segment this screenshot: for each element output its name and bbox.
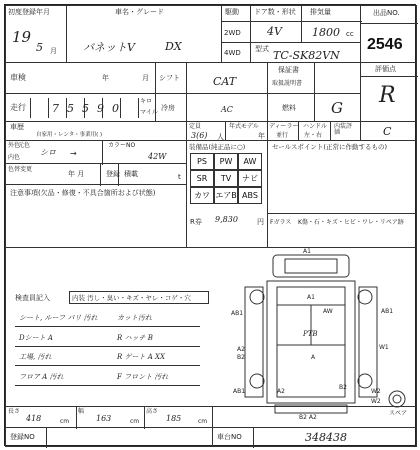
ac-value-cell <box>186 93 268 122</box>
mark-ab1-rear-left: AB1 <box>233 388 246 395</box>
exhibit-cell <box>360 5 417 63</box>
damage-legend: K傷・石・キズ・ヒビ・ワレ・リペア跡 <box>298 219 404 226</box>
mark-ab1-right: AB1 <box>381 308 394 315</box>
interior-value-cell <box>360 121 417 141</box>
mileage-label: 走行 <box>10 103 26 112</box>
model-year-label: 年式モデル <box>229 123 259 130</box>
mark-ab1-left: AB1 <box>231 310 244 317</box>
first-reg-cell <box>5 5 67 63</box>
warranty-label: 保証書 <box>278 66 299 74</box>
dimensions-cell <box>5 406 213 428</box>
mileage-cell <box>5 93 156 122</box>
drive-label: 駆動 <box>225 8 239 16</box>
type-value: TC-SK82VN <box>273 49 340 62</box>
loading-label-2: 積載 <box>124 170 138 178</box>
model-grade-label: 車名・グレード <box>115 8 164 16</box>
month-unit: 月 <box>50 47 57 55</box>
mark-a-roof: A <box>311 354 316 361</box>
height-value: 185 <box>166 414 182 423</box>
mark-a2-left: A2 <box>237 346 245 353</box>
shift-value-cell <box>186 62 268 94</box>
chassis-cell <box>212 427 417 447</box>
inspector-note-4-right: F フロント 汚れ <box>117 373 169 381</box>
shaken-month-unit: 月 <box>142 74 149 82</box>
dimensions-blank <box>212 406 417 428</box>
mileage-value: 75590 <box>52 102 127 115</box>
exhibit-number: 2546 <box>367 36 403 53</box>
door-cell <box>250 5 302 43</box>
chassis-label: 車台NO <box>217 433 242 441</box>
handle-sub: 左・右 <box>304 132 323 139</box>
capacity-unit: 人 <box>217 133 224 141</box>
type-cell <box>250 42 361 63</box>
equip-abs: ABS <box>238 187 262 204</box>
inspector-note-3-left: 工場, 汚れ <box>19 353 52 361</box>
interior-label-cell <box>330 121 361 141</box>
mark-a1-hood: A1 <box>307 294 315 301</box>
inspector-note-2-left: Dシート A <box>19 334 53 342</box>
shift-value: CAT <box>213 75 237 88</box>
recycle-value: 9,830 <box>215 215 238 224</box>
equip-leather: カワ <box>190 187 214 204</box>
inspector-note-1-left: シート, ルーフ パリ 汚れ <box>19 314 98 322</box>
mark-b2-left: B2 <box>237 354 245 361</box>
inspector-categories-box <box>69 291 209 304</box>
exhibit-label: 出品NO. <box>373 9 400 17</box>
rating-label: 評価点 <box>375 65 396 73</box>
grade: DX <box>165 40 182 53</box>
capacity-label: 定員 <box>189 123 202 130</box>
shaken-year-unit: 年 <box>102 74 109 82</box>
shift-label-cell <box>155 62 187 94</box>
mark-w2-right: W2 <box>371 388 381 395</box>
equip-aw: AW <box>238 153 262 170</box>
type-label: 型式 <box>255 45 269 53</box>
rating-value: R <box>379 83 396 108</box>
chassis-value: 348438 <box>305 431 347 444</box>
loading-label: 登録 <box>106 170 120 178</box>
inspector-categories: 内装 汚し・臭い・キズ・ヤレ・コゲ・穴 <box>72 294 191 302</box>
rating-cell <box>360 62 417 122</box>
dealer-cell <box>267 121 299 141</box>
mark-w1: W1 <box>379 344 389 351</box>
change-cell <box>5 163 187 185</box>
ton-unit: t <box>178 173 181 181</box>
fuel-value: G <box>331 99 343 117</box>
mark-b2-rear: B2 <box>339 384 347 391</box>
model-year-cell <box>225 121 268 141</box>
exterior-color-label: 外色 <box>8 142 21 149</box>
inspector-note-4-left: フロア A 汚れ <box>19 373 64 381</box>
mark-ptb: PTB <box>303 330 318 338</box>
mark-w2-spare: W2 <box>371 398 381 405</box>
width-label: 幅 <box>78 408 85 415</box>
mile-label: マイル <box>140 109 158 116</box>
fuel-value-cell <box>314 93 361 122</box>
ac-label: 冷房 <box>161 104 175 112</box>
reg-no-label: 登録NO <box>10 433 35 441</box>
length-value: 418 <box>26 414 42 423</box>
recycle-label: R券 <box>190 218 202 226</box>
drive-cell <box>221 5 251 63</box>
equipment-label: 装備品(純正品に○) <box>189 143 246 151</box>
displacement-cell <box>301 5 361 43</box>
displacement-value: 1800 <box>312 26 340 39</box>
inspection-area <box>5 247 417 407</box>
door-value: 4V <box>267 25 282 38</box>
door-label: ドア数・形状 <box>254 8 296 16</box>
first-reg-month: 5 <box>36 41 43 54</box>
color-arrow: → <box>70 149 77 158</box>
capacity-value: 3(6) <box>191 131 208 140</box>
mark-a1-top: A1 <box>303 248 311 255</box>
mark-b2-a2-bottom: B2 A2 <box>299 414 317 421</box>
first-reg-year: 19 <box>12 28 32 46</box>
length-label: 長さ <box>8 408 21 415</box>
handle-cell <box>298 121 331 141</box>
interior-value: C <box>383 125 392 138</box>
sales-point-cell <box>267 140 417 214</box>
fuel-label: 燃料 <box>282 104 296 112</box>
color-cell <box>5 140 187 164</box>
manual-label: 取扱説明書 <box>272 80 303 87</box>
history-label: 車歴 <box>10 123 24 131</box>
equip-tv: TV <box>214 170 238 187</box>
width-value: 163 <box>96 414 112 423</box>
model-year-unit: 年 <box>258 132 265 140</box>
glass-cell <box>267 213 417 248</box>
shift-label: シフト <box>159 74 180 82</box>
ac-value: AC <box>221 105 233 114</box>
cc-unit: cc <box>346 30 354 38</box>
displacement-label: 排気量 <box>310 8 331 16</box>
sales-point-label: セールスポイント(正常に作動するもの) <box>272 143 387 151</box>
warranty-cell <box>267 62 315 94</box>
height-unit: cm <box>198 418 208 425</box>
inspector-label: 検査員記入 <box>15 294 50 302</box>
dealer-label: ディーラー <box>269 123 299 130</box>
ac-label-cell <box>155 93 187 122</box>
equip-airbag: エアB <box>214 187 238 204</box>
exterior-color-value: シロ <box>40 148 56 157</box>
mark-aw: AW <box>323 308 333 315</box>
first-reg-label: 初度登録年月 <box>8 8 50 16</box>
spare-label: スペア <box>389 410 408 417</box>
inspector-note-2-right: R ハッチ B <box>117 334 153 342</box>
drive-2wd: 2WD <box>224 29 241 37</box>
height-label: 高さ <box>146 408 159 415</box>
glass-label: Fガラス <box>270 219 292 226</box>
history-cell <box>5 121 187 141</box>
change-label: 色替変更 <box>8 166 33 173</box>
reg-no-cell <box>5 427 213 447</box>
km-label: キロ <box>140 98 153 105</box>
model-cell <box>66 5 222 63</box>
history-sub: 自家用・レンタ・事業用( ) <box>36 132 103 138</box>
auction-sheet <box>4 4 416 446</box>
shaken-label: 車検 <box>10 73 26 82</box>
equip-ps: PS <box>190 153 214 170</box>
model-name: バネットV <box>83 41 135 54</box>
dealer-sub: 並行 <box>276 132 289 139</box>
color-no-label: カラーNO <box>108 142 136 149</box>
drive-4wd: 4WD <box>224 49 241 57</box>
mark-a2-rear: A2 <box>277 388 285 395</box>
change-year-month: 年 月 <box>68 170 85 178</box>
equip-sr: SR <box>190 170 214 187</box>
equip-pw: PW <box>214 153 238 170</box>
recycle-unit: 円 <box>257 218 264 226</box>
original-color-label: 元色 <box>18 142 31 149</box>
color-no-value: 42W <box>148 152 167 161</box>
shaken-cell <box>5 62 156 94</box>
inspector-note-1-right: カット汚れ <box>117 314 152 322</box>
inspector-note-3-right: R ゲート A XX <box>117 353 165 361</box>
handle-label: ハンドル <box>303 123 328 130</box>
warranty-value-cell <box>314 62 361 94</box>
interior-color-label: 内色 <box>8 154 21 161</box>
notes-cell <box>5 184 187 248</box>
equip-navi: ナビ <box>238 170 262 187</box>
width-unit: cm <box>130 418 140 425</box>
length-unit: cm <box>60 418 70 425</box>
fuel-label-cell <box>267 93 315 122</box>
capacity-cell <box>186 121 226 141</box>
interior-label: 内装評価 <box>334 123 353 136</box>
notes-label: 注意事項(欠品・修復・不具合箇所および状態) <box>10 189 156 197</box>
